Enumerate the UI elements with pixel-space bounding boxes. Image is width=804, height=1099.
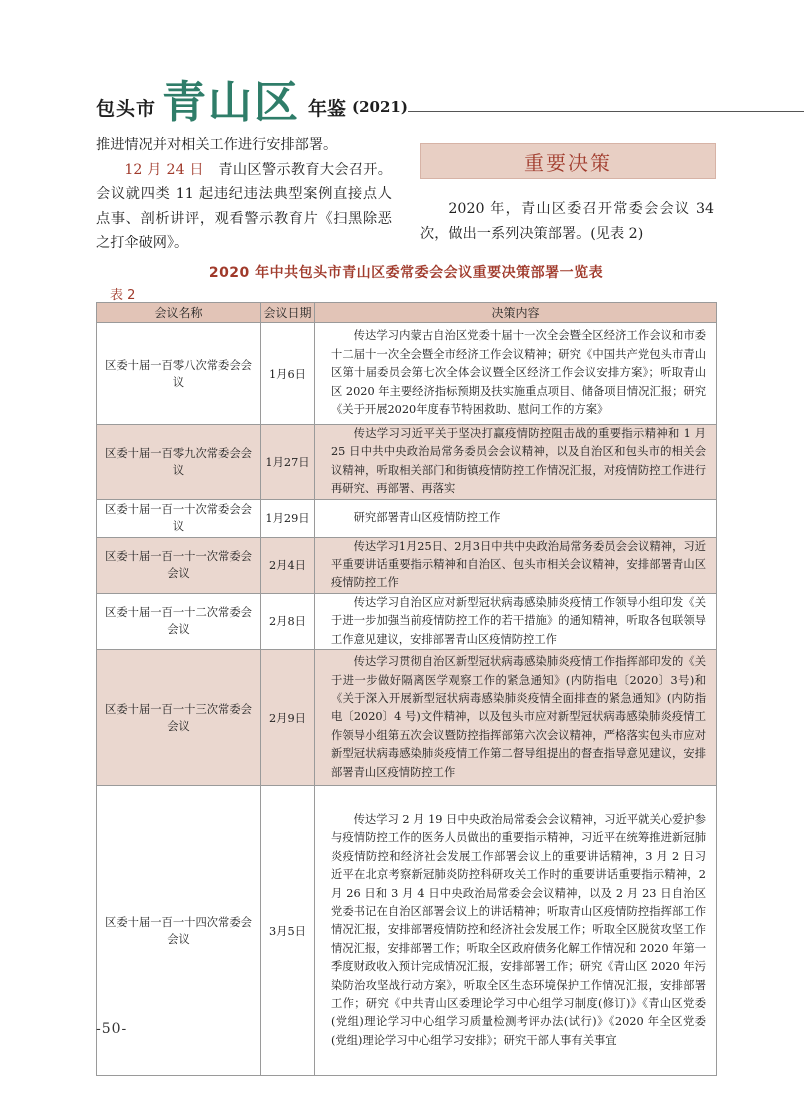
table-title: 2020 年中共包头市青山区委常委会会议重要决策部署一览表 bbox=[208, 265, 604, 281]
table-header-row bbox=[97, 303, 717, 323]
header-city: 包头市 bbox=[96, 98, 157, 120]
meeting-name: 区委十届一百一十二次常委会会议 bbox=[97, 593, 261, 649]
header-yearbook: 年鉴 bbox=[308, 98, 347, 120]
decision-content: 传达学习贯彻自治区新型冠状病毒感染肺炎疫情工作指挥部印发的《关于进一步做好隔离医学观察工作的紧急通知》(内防指电〔2020〕3号)和《关于深入开展新型冠状病毒感染肺炎疫情全面排查的紧急通知》(内防指电〔2020〕4 号)文件精神，以及包头市应对新型冠状病毒感染肺炎疫情工作领导小组第五次会议暨防控指挥部第六次会议精神，严格落实包头市应对新型冠状病毒感染肺炎疫情工作第二督导组提出的督查指导意见建议，安排部署青山区疫情防控工作 bbox=[315, 650, 717, 786]
table-row bbox=[97, 593, 717, 649]
meeting-date: 1月29日 bbox=[261, 499, 315, 537]
header-brand-logo: 青山区 bbox=[162, 77, 300, 128]
meeting-date: 1月27日 bbox=[261, 425, 315, 500]
meeting-date: 2月9日 bbox=[261, 650, 315, 786]
decision-content: 传达学习内蒙古自治区党委十届十一次全会暨全区经济工作会议和市委十二届十一次全会暨全市经济工作会议精神；研究《中国共产党包头市青山区第十届委员会第七次全体会议暨全区经济工作会议安排方案》；听取青山区 2020 年主要经济指标预期及扶实施重点项目、储备项目情况汇报；研究《关于开展2020年度春节特困救助、慰问工作的方案》 bbox=[315, 323, 717, 425]
section-paragraph: 2020 年，青山区委召开常委会会议 34 次，做出一系列决策部署。(见表 2) bbox=[420, 201, 714, 242]
table-row bbox=[97, 425, 717, 500]
column-header-meeting-name: 会议名称 bbox=[97, 303, 261, 323]
table-label: 表 2 bbox=[110, 288, 136, 303]
column-header-meeting-date: 会议日期 bbox=[261, 303, 315, 323]
event-date: 12 月 24 日 bbox=[124, 161, 204, 178]
table-row bbox=[97, 499, 717, 537]
meeting-name: 区委十届一百一十一次常委会会议 bbox=[97, 537, 261, 593]
left-paragraph-1: 推进情况并对相关工作进行安排部署。 bbox=[96, 137, 338, 153]
meeting-name: 区委十届一百零八次常委会会议 bbox=[97, 323, 261, 425]
section-heading: 重要决策 bbox=[420, 143, 716, 179]
column-header-decision-content: 决策内容 bbox=[315, 303, 717, 323]
decision-content: 传达学习1月25日、2月3日中共中央政治局常务委员会会议精神，习近平重要讲话重要指示精神和自治区、包头市相关会议精神，安排部署青山区疫情防控工作 bbox=[315, 537, 717, 593]
table-row bbox=[97, 323, 717, 425]
header-year: (2021) bbox=[352, 98, 408, 116]
page-number: -50- bbox=[96, 1021, 128, 1037]
left-paragraph-2 bbox=[96, 158, 392, 256]
left-column bbox=[96, 133, 392, 256]
table-row bbox=[97, 786, 717, 1076]
table-row bbox=[97, 537, 717, 593]
meeting-date: 1月6日 bbox=[261, 323, 315, 425]
page-header bbox=[96, 60, 716, 128]
right-column bbox=[420, 197, 714, 246]
table-row bbox=[97, 650, 717, 786]
decision-content: 传达学习 2 月 19 日中央政治局常委会会议精神，习近平就关心爱护参与疫情防控工作的医务人员做出的重要指示精神，习近平在统筹推进新冠肺炎疫情防控和经济社会发展工作部署会议上的重要讲话精神，3 月 2 日习近平在北京考察新冠肺炎防控科研攻关工作时的重要讲话重要指示精神，2 月 26 日和 3 月 4 日中央政治局常委会会议精神，以及 2 月 23 日自治区党委书记在自治区部署会议上的讲话精神；听取青山区疫情防控指挥部工作情况汇报，安排部署疫情防控和经济社会发展工作；听取全区脱贫攻坚工作情况汇报，安排部署工作；听取全区政府债务化解工作情况和 2020 年第一季度财政收入预计完成情况汇报，安排部署工作；研究《青山区 2020 年污染防治攻坚战行动方案》，听取全区生态环境保护工作情况汇报，安排部署工作；研究《中共青山区委理论学习中心组学习制度(修订)》《青山区党委(党组)理论学习中心组学习质量检测考评办法(试行)》《2020 年全区党委(党组)理论学习中心组学习安排》；研究干部人事有关事宜 bbox=[315, 786, 717, 1076]
meeting-name: 区委十届一百一十次常委会会议 bbox=[97, 499, 261, 537]
meeting-date: 2月4日 bbox=[261, 537, 315, 593]
decision-table bbox=[96, 302, 717, 1076]
meeting-date: 3月5日 bbox=[261, 786, 315, 1076]
meeting-date: 2月8日 bbox=[261, 593, 315, 649]
event-text: 青山区警示教育大会召开。会议就四类 11 起违纪违法典型案例直接点人点事、剖析讲评，观看警示教育片《扫黑除恶之打伞破网》。 bbox=[96, 161, 392, 251]
decision-content: 研究部署青山区疫情防控工作 bbox=[315, 499, 717, 537]
meeting-name: 区委十届一百零九次常委会会议 bbox=[97, 425, 261, 500]
header-rule bbox=[408, 111, 804, 112]
decision-content: 传达学习习近平关于坚决打赢疫情防控阻击战的重要指示精神和 1 月 25 日中共中央政治局常务委员会会议精神，以及自治区和包头市的相关会议精神，听取相关部门和街镇疫情防控工作情况汇报，对疫情防控工作进行再研究、再部署、再落实 bbox=[315, 425, 717, 500]
meeting-name: 区委十届一百一十四次常委会会议 bbox=[97, 786, 261, 1076]
decision-content: 传达学习自治区应对新型冠状病毒感染肺炎疫情工作领导小组印发《关于进一步加强当前疫情防控工作的若干措施》的通知精神，听取各包联领导工作意见建议，安排部署青山区疫情防控工作 bbox=[315, 593, 717, 649]
meeting-name: 区委十届一百一十三次常委会会议 bbox=[97, 650, 261, 786]
